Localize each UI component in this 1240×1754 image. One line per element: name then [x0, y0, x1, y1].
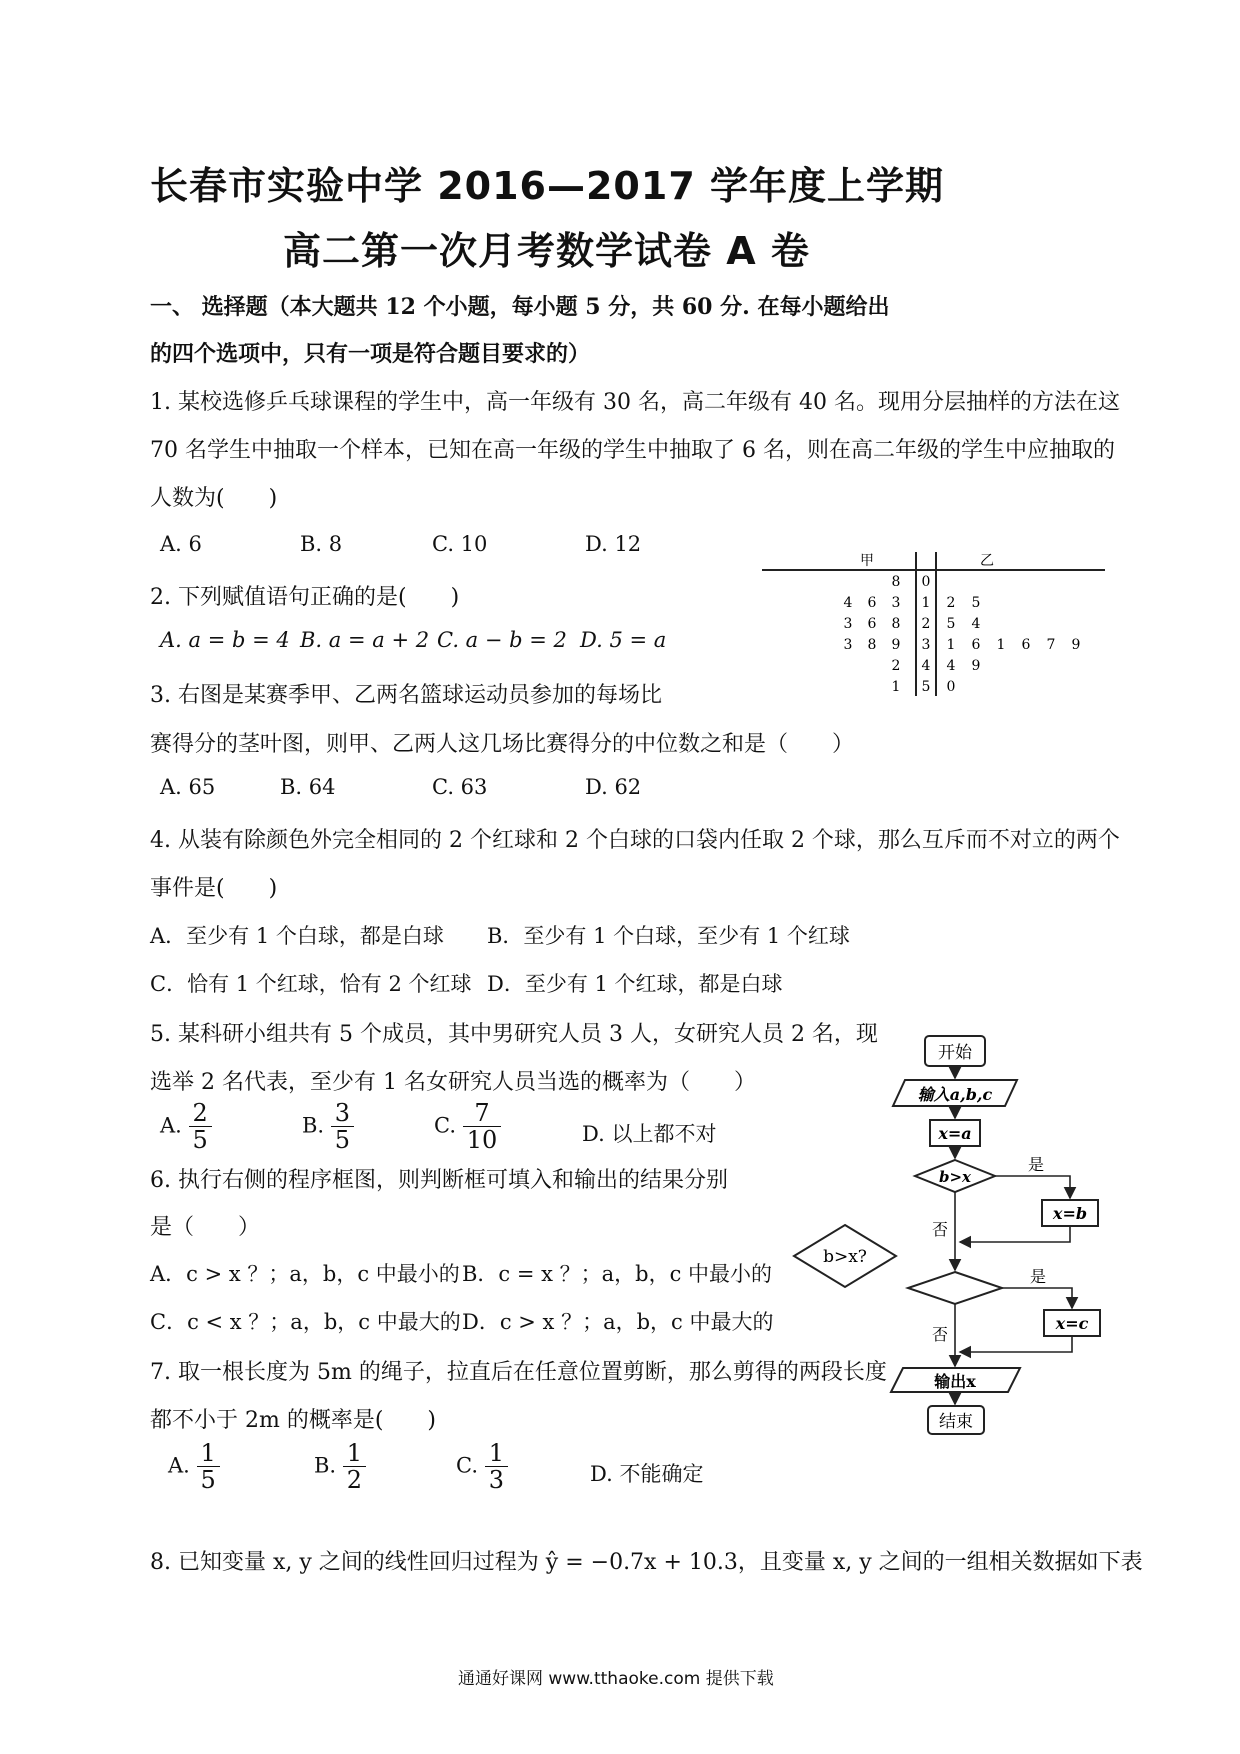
q3-line-1: 3. 右图是某赛季甲、乙两名篮球运动员参加的每场比	[150, 683, 662, 708]
q7-option-b-fraction: $\frac{1}{2}$	[343, 1440, 366, 1494]
stem-leaf-left-leaf: 9	[891, 637, 901, 653]
q3-option-a: A. 65	[160, 775, 216, 799]
stem-leaf-left-leaf: 8	[891, 616, 901, 632]
q3-option-d: D. 62	[585, 775, 642, 799]
flowchart-start-label: 开始	[938, 1043, 972, 1063]
stem-leaf-header-left: 甲	[860, 553, 874, 569]
flowchart-yes-2: 是	[1030, 1267, 1047, 1286]
q4-line-1: 4. 从装有除颜色外完全相同的 2 个红球和 2 个白球的口袋内任取 2 个球，那么互斥而不对立的两个	[150, 828, 1120, 853]
q5-option-c-fraction: $\frac{7}{10}$	[463, 1100, 502, 1154]
section-heading-line-2: 的四个选项中，只有一项是符合题目要求的）	[150, 341, 591, 367]
stem-leaf-right-leaf: 1	[996, 637, 1006, 653]
q7-option-a-label: A.	[168, 1453, 190, 1478]
side-diamond-label: b>x?	[823, 1247, 867, 1267]
q3-option-c: C. 63	[432, 775, 488, 799]
q7-option-c-label: C.	[456, 1453, 478, 1478]
q1-line-2: 70 名学生中抽取一个样本，已知在高一年级的学生中抽取了 6 名，则在高二年级的学生中应抽取的	[150, 438, 1115, 463]
stem-leaf-left-leaf: 2	[891, 658, 901, 674]
stem-leaf-right-leaf: 5	[971, 595, 981, 611]
flowchart-no-1: 否	[932, 1220, 949, 1239]
q4-option-a: A．至少有 1 个白球，都是白球	[150, 924, 444, 948]
flowchart-assign-label: x=a	[938, 1124, 972, 1143]
flowchart-condition-1-label: b>x	[939, 1168, 971, 1186]
stem-leaf-right-leaf: 6	[1021, 637, 1031, 653]
q7-option-d: D. 不能确定	[590, 1462, 704, 1486]
q6-option-b: B．c = x ？；a，b，c 中最小的	[462, 1262, 773, 1286]
stem-leaf-right-leaf: 9	[971, 658, 981, 674]
q2-option-c: C. a − b = 2	[437, 628, 567, 652]
q1-option-b: B. 8	[300, 532, 343, 556]
flowchart-condition-2	[908, 1272, 1002, 1304]
q5-option-c-label: C.	[434, 1113, 456, 1138]
stem-leaf-left-leaf: 8	[891, 574, 901, 590]
q5-option-d: D. 以上都不对	[582, 1122, 717, 1146]
stem-leaf-right-leaf: 4	[946, 658, 956, 674]
stem-leaf-stem: 0	[921, 574, 931, 590]
stem-leaf-right-leaf: 0	[946, 679, 956, 695]
q6-line-1: 6. 执行右侧的程序框图，则判断框可填入和输出的结果分别	[150, 1168, 728, 1193]
q2-stem: 2. 下列赋值语句正确的是( )	[150, 585, 460, 610]
q1-line-3: 人数为( )	[150, 486, 278, 511]
q7-option-a	[168, 1440, 220, 1494]
flowchart	[880, 1030, 1110, 1450]
q5-line-1: 5. 某科研小组共有 5 个成员，其中男研究人员 3 人，女研究人员 2 名，现	[150, 1022, 878, 1047]
q2-option-a: A. a = b = 4	[160, 628, 290, 652]
q1-option-a: A. 6	[160, 532, 202, 556]
flowchart-output-label: 输出x	[934, 1372, 976, 1391]
stem-leaf-right-leaf: 5	[946, 616, 956, 632]
q5-line-2: 选举 2 名代表，至少有 1 名女研究人员当选的概率为（ ）	[150, 1070, 756, 1095]
stem-leaf-left-leaf: 1	[891, 679, 901, 695]
flowchart-no-2: 否	[932, 1325, 949, 1344]
stem-leaf-stem: 3	[921, 637, 931, 653]
stem-leaf-right-leaf: 9	[1071, 637, 1081, 653]
q7-line-2: 都不小于 2m 的概率是( )	[150, 1408, 437, 1433]
section-heading-line-1: 一、 选择题（本大题共 12 个小题，每小题 5 分，共 60 分. 在每小题给出	[150, 294, 890, 320]
q5-option-a-fraction: $\frac{2}{5}$	[189, 1100, 212, 1154]
q5-option-b-fraction: $\frac{3}{5}$	[331, 1100, 354, 1154]
q3-option-b: B. 64	[280, 775, 336, 799]
q7-line-1: 7. 取一根长度为 5m 的绳子，拉直后在任意位置剪断，那么剪得的两段长度	[150, 1360, 887, 1385]
title-line-2: 高二第一次月考数学试卷 A 卷	[283, 229, 810, 273]
q1-option-d: D. 12	[585, 532, 642, 556]
q6-option-a: A．c > x ？；a，b，c 中最小的	[150, 1262, 460, 1286]
stem-leaf-left-leaf: 8	[867, 637, 877, 653]
q5-option-c	[434, 1100, 501, 1154]
stem-leaf-right-leaf: 6	[971, 637, 981, 653]
stem-leaf-right-leaf: 7	[1046, 637, 1056, 653]
q5-option-a	[160, 1100, 212, 1154]
stem-leaf-stem: 5	[921, 679, 931, 695]
stem-leaf-left-leaf: 6	[867, 616, 877, 632]
q1-option-c: C. 10	[432, 532, 488, 556]
q7-option-c-fraction: $\frac{1}{3}$	[485, 1440, 508, 1494]
stem-leaf-diagram	[760, 548, 1110, 698]
q7-option-b-label: B.	[314, 1453, 337, 1478]
stem-leaf-header-right: 乙	[980, 553, 994, 569]
stem-leaf-left-leaf: 3	[843, 616, 853, 632]
q8-line-1: 8. 已知变量 x, y 之间的线性回归过程为 ŷ = −0.7x + 10.3，且变量 x, y 之间的一组相关数据如下表	[150, 1550, 1143, 1575]
stem-leaf-left-leaf: 3	[843, 637, 853, 653]
q5-option-b-label: B.	[302, 1113, 325, 1138]
flowchart-input-label: 输入a,b,c	[917, 1085, 993, 1104]
q6-option-d: D．c > x ？；a，b，c 中最大的	[462, 1310, 774, 1334]
flowchart-assign-3-label: x=c	[1055, 1314, 1089, 1333]
q7-option-b	[314, 1440, 366, 1494]
q3-line-2: 赛得分的茎叶图，则甲、乙两人这几场比赛得分的中位数之和是（ ）	[150, 732, 855, 757]
q4-option-c: C．恰有 1 个红球，恰有 2 个红球	[150, 972, 472, 996]
flowchart-assign-2-label: x=b	[1052, 1204, 1088, 1223]
q6-option-c: C．c < x ？；a，b，c 中最大的	[150, 1310, 461, 1334]
q2-option-b: B. a = a + 2	[300, 628, 430, 652]
stem-leaf-left-leaf: 3	[891, 595, 901, 611]
stem-leaf-left-leaf: 4	[843, 595, 853, 611]
stem-leaf-stem: 2	[921, 616, 931, 632]
stem-leaf-right-leaf: 4	[971, 616, 981, 632]
q7-option-a-fraction: $\frac{1}{5}$	[197, 1440, 220, 1494]
stem-leaf-right-leaf: 1	[946, 637, 956, 653]
footer-text: 通通好课网 www.tthaoke.com 提供下载	[458, 1669, 774, 1689]
q4-option-d: D．至少有 1 个红球，都是白球	[487, 972, 783, 996]
stem-leaf-stem: 1	[921, 595, 931, 611]
q5-option-a-label: A.	[160, 1113, 182, 1138]
q6-line-2: 是（ ）	[150, 1215, 261, 1240]
q5-option-b	[302, 1100, 354, 1154]
title-line-1: 长春市实验中学 2016—2017 学年度上学期	[150, 164, 944, 208]
q1-line-1: 1. 某校选修乒乓球课程的学生中，高一年级有 30 名，高二年级有 40 名。现用分层抽样的方法在这	[150, 390, 1120, 415]
q4-line-2: 事件是( )	[150, 876, 278, 901]
stem-leaf-stem: 4	[921, 658, 931, 674]
stem-leaf-left-leaf: 6	[867, 595, 877, 611]
flowchart-yes-1: 是	[1028, 1155, 1045, 1174]
q2-option-d: D. 5 = a	[580, 628, 667, 652]
q4-option-b: B．至少有 1 个白球，至少有 1 个红球	[487, 924, 850, 948]
flowchart-end-label: 结束	[939, 1412, 973, 1432]
q7-option-c	[456, 1440, 508, 1494]
stem-leaf-right-leaf: 2	[946, 595, 956, 611]
